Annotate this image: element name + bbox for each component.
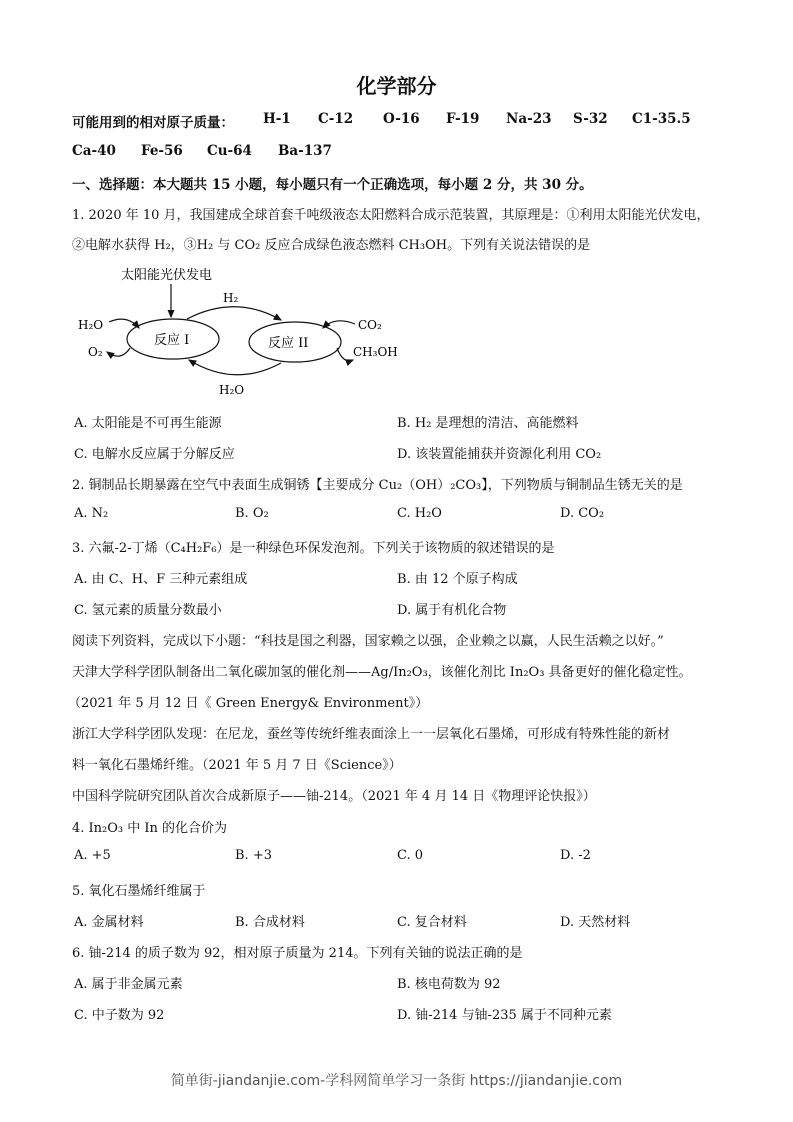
option: C. 氢元素的质量分数最小 xyxy=(74,603,222,618)
h2o-bottom-label: H₂O xyxy=(219,383,245,397)
atomic-mass-item: S-32 xyxy=(573,111,608,127)
reaction-2-label: 反应 II xyxy=(268,336,309,351)
reading-line: 天津大学科学团队制备出二氧化碳加氢的催化剂——Ag/In₂O₃，该催化剂比 In₂O₃ 具备更好的催化稳定性。 xyxy=(72,665,692,680)
option: A. 太阳能是不可再生能源 xyxy=(74,416,222,431)
page-footer: 简单街-jiandanjie.com-学科网简单学习一条街 https://jiandanjie.com xyxy=(170,1073,623,1089)
option: A. N₂ xyxy=(74,506,109,521)
atomic-mass-item: C1-35.5 xyxy=(632,111,691,127)
atomic-mass-item: Ca-40 xyxy=(72,143,116,159)
option: B. H₂ 是理想的清洁、高能燃料 xyxy=(397,416,579,431)
option: D. -2 xyxy=(560,848,591,863)
option: C. 复合材料 xyxy=(397,915,467,930)
atomic-mass-item: C-12 xyxy=(318,111,354,127)
solar-label: 太阳能光伏发电 xyxy=(121,268,213,283)
question-2: 2. 铜制品长期暴露在空气中表面生成铜锈【主要成分 Cu₂（OH）₂CO₃】，下列物质与铜制品生锈无关的是 xyxy=(72,478,683,493)
option: C. 中子数为 92 xyxy=(74,1008,165,1023)
atomic-mass-item: Na-23 xyxy=(506,111,552,127)
co2-in-label: CO₂ xyxy=(358,318,382,332)
option: B. +3 xyxy=(235,848,272,863)
option: D. CO₂ xyxy=(560,506,605,521)
option: B. O₂ xyxy=(235,506,269,521)
question-6: 6. 铀-214 的质子数为 92，相对原子质量为 214。下列有关铀的说法正确的是 xyxy=(72,946,523,961)
atomic-mass-item: Ba-137 xyxy=(278,143,332,159)
atomic-masses-label: 可能用到的相对原子质量： xyxy=(72,115,234,131)
atomic-mass-item: F-19 xyxy=(446,111,480,127)
option: A. 由 C、H、F 三种元素组成 xyxy=(74,572,248,587)
option: D. 该装置能捕获并资源化利用 CO₂ xyxy=(397,447,602,462)
option: D. 铀-214 与铀-235 属于不同种元素 xyxy=(397,1008,612,1023)
reaction-diagram xyxy=(75,262,415,402)
atomic-mass-item: H-1 xyxy=(263,111,291,127)
question-5: 5. 氧化石墨烯纤维属于 xyxy=(72,884,206,899)
question-3: 3. 六氟-2-丁烯（C₄H₂F₆）是一种绿色环保发泡剂。下列关于该物质的叙述错误的是 xyxy=(72,541,555,556)
reading-line: 浙江大学科学团队发现：在尼龙，蚕丝等传统纤维表面涂上一一层氧化石墨烯，可形成有特殊性能的新材 xyxy=(72,727,671,742)
question-1-line2: ②电解水获得 H₂，③H₂ 与 CO₂ 反应合成绿色液态燃料 CH₃OH。下列有关说法错误的是 xyxy=(72,238,591,253)
question-4: 4. In₂O₃ 中 In 的化合价为 xyxy=(72,821,228,836)
option: A. +5 xyxy=(74,848,111,863)
option: D. 天然材料 xyxy=(560,915,631,930)
reading-line: 阅读下列资料，完成以下小题：“科技是国之利器，国家赖之以强，企业赖之以赢，人民生活赖之以好。” xyxy=(72,634,664,649)
option: C. H₂O xyxy=(397,506,442,521)
atomic-mass-item: O-16 xyxy=(383,111,420,127)
option: B. 核电荷数为 92 xyxy=(397,977,501,992)
option: D. 属于有机化合物 xyxy=(397,603,507,618)
reading-line: 中国科学院研究团队首次合成新原子——铀-214。（2021 年 4 月 14 日《物理评论快报》） xyxy=(72,789,596,804)
option: C. 0 xyxy=(397,848,424,863)
option: C. 电解水反应属于分解反应 xyxy=(74,447,235,462)
reading-line: 料一氧化石墨烯纤维。（2021 年 5 月 7 日《Science》） xyxy=(72,758,402,773)
page-title: 化学部分 xyxy=(356,74,437,98)
ch3oh-out-label: CH₃OH xyxy=(353,345,398,359)
reading-line: （2021 年 5 月 12 日《 Green Energy& Environment》） xyxy=(68,696,429,711)
o2-out-label: O₂ xyxy=(88,345,103,359)
option: A. 属于非金属元素 xyxy=(74,977,183,992)
option: B. 由 12 个原子构成 xyxy=(397,572,518,587)
option: B. 合成材料 xyxy=(235,915,305,930)
reaction-1-label: 反应 I xyxy=(154,333,190,348)
question-1-line1: 1. 2020 年 10 月，我国建成全球首套千吨级液态太阳燃料合成示范装置，其原理是：①利用太阳能光伏发电， xyxy=(72,208,710,223)
h2o-in-label: H₂O xyxy=(78,318,104,332)
h2-top-label: H₂ xyxy=(223,291,239,305)
section-heading: 一、选择题：本大题共 15 小题，每小题只有一个正确选项，每小题 2 分，共 30 分。 xyxy=(72,177,593,193)
atomic-mass-item: Cu-64 xyxy=(207,143,252,159)
option: A. 金属材料 xyxy=(74,915,144,930)
atomic-mass-item: Fe-56 xyxy=(141,143,183,159)
